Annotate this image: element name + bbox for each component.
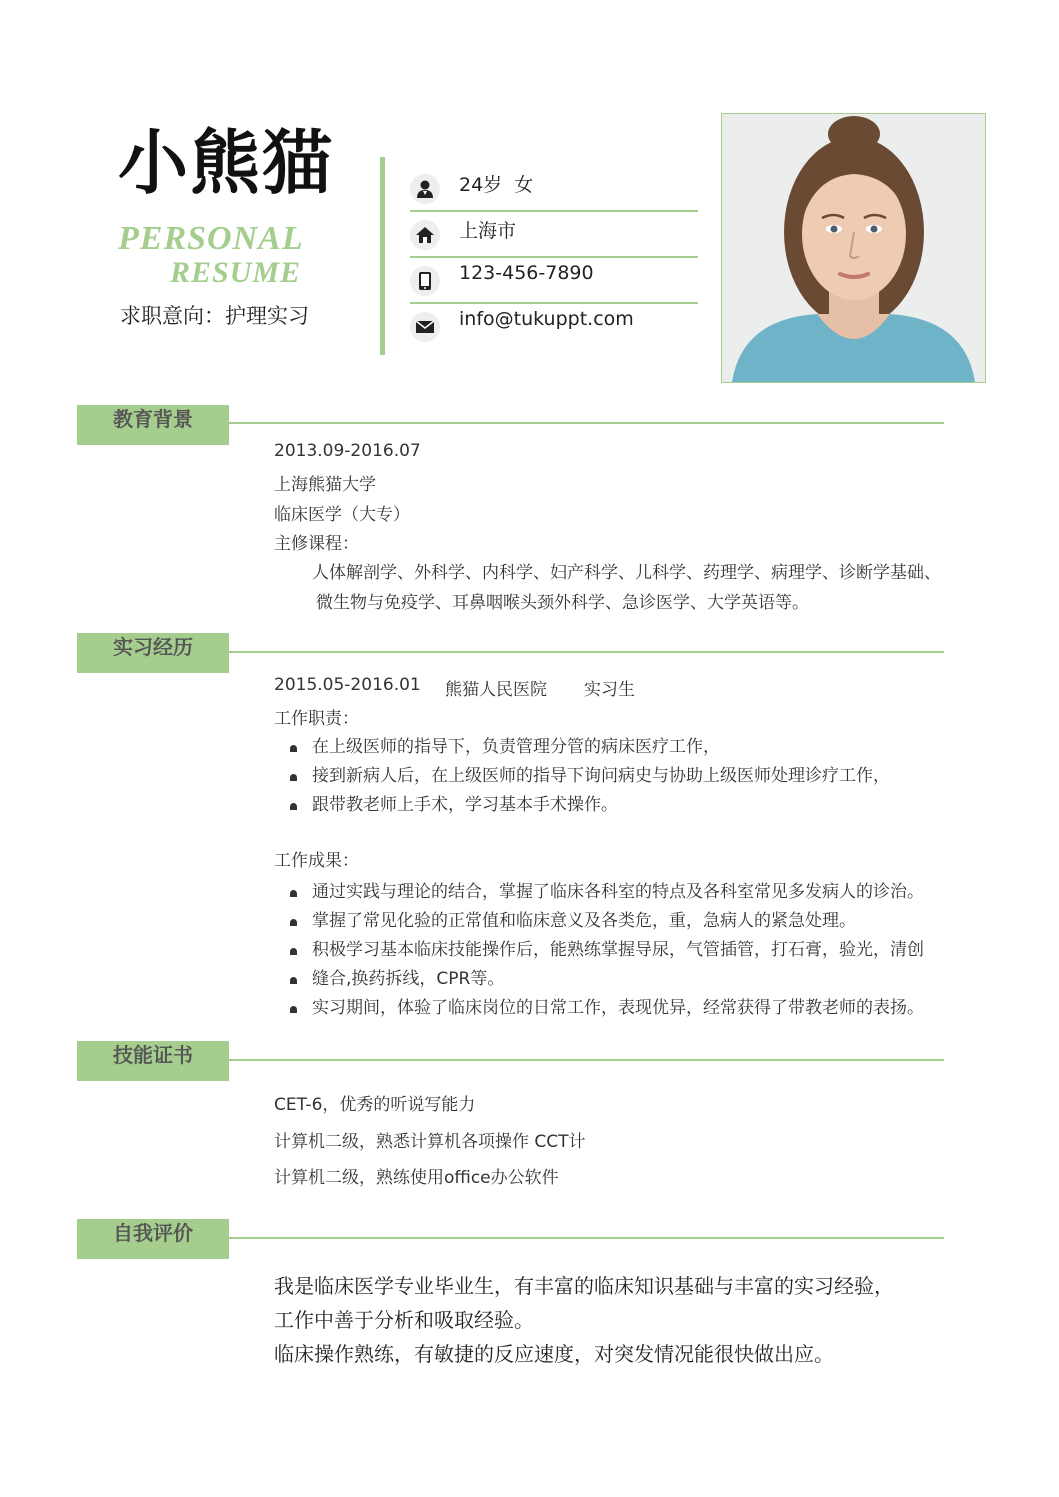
section-tab-skills: 技能证书 (77, 1041, 229, 1081)
bullet-icon (290, 977, 297, 984)
info-row-age (410, 166, 698, 212)
header-divider (380, 157, 385, 355)
skill-item: 计算机二级，熟练使用office办公软件 (274, 1168, 559, 1188)
personal-title: PERSONAL (118, 220, 304, 257)
info-row-phone (410, 258, 698, 304)
city-text: 上海市 (459, 220, 517, 242)
education-period: 2013.09-2016.07 (274, 441, 421, 461)
section-tab-internship: 实习经历 (77, 633, 229, 673)
result-item: 积极学习基本临床技能操作后，能熟练掌握导尿，气管插管，打石膏，验光，清创 (312, 940, 924, 960)
resume-title: RESUME (170, 256, 302, 289)
result-item: 缝合,换药拆线，CPR等。 (312, 969, 505, 989)
skill-item: CET-6，优秀的听说写能力 (274, 1095, 476, 1115)
bullet-icon (290, 803, 297, 810)
info-row-city (410, 212, 698, 258)
education-courses-label: 主修课程： (274, 534, 359, 554)
education-courses-line2: 微生物与免疫学、耳鼻咽喉头颈外科学、急诊医学、大学英语等。 (316, 593, 809, 613)
mail-icon (410, 312, 440, 342)
result-item: 掌握了常见化验的正常值和临床意义及各类危，重，急病人的紧急处理。 (312, 911, 856, 931)
duties-label: 工作职责： (274, 709, 359, 729)
duty-item: 在上级医师的指导下，负责管理分管的病床医疗工作， (312, 737, 720, 757)
skill-item: 计算机二级，熟悉计算机各项操作 CCT计 (274, 1132, 586, 1152)
email-text[interactable]: info@tukuppt.com (459, 308, 634, 330)
person-icon (410, 174, 440, 204)
result-item: 通过实践与理论的结合，掌握了临床各科室的特点及各科室常见多发病人的诊治。 (312, 882, 924, 902)
self-eval-line: 临床操作熟练，有敏捷的反应速度，对突发情况能很快做出应。 (274, 1342, 834, 1366)
section-line-education (229, 422, 944, 424)
duty-item: 跟带教老师上手术，学习基本手术操作。 (312, 795, 618, 815)
self-eval-line: 我是临床医学专业毕业生，有丰富的临床知识基础与丰富的实习经验， (274, 1274, 894, 1298)
section-tab-education: 教育背景 (77, 405, 229, 445)
duty-item: 接到新病人后，在上级医师的指导下询问病史与协助上级医师处理诊疗工作， (312, 766, 890, 786)
home-icon (410, 220, 440, 250)
bullet-icon (290, 1006, 297, 1013)
section-line-skills (229, 1059, 944, 1061)
age-gender-text: 24岁 女 (459, 174, 534, 196)
phone-icon (410, 266, 440, 296)
internship-period: 2015.05-2016.01 (274, 675, 421, 695)
bullet-icon (290, 890, 297, 897)
results-label: 工作成果： (274, 851, 359, 871)
internship-role: 实习生 (584, 680, 635, 700)
education-courses-line1: 人体解剖学、外科学、内科学、妇产科学、儿科学、药理学、病理学、诊断学基础、 (312, 563, 941, 583)
section-tab-self-eval: 自我评价 (77, 1219, 229, 1259)
bullet-icon (290, 745, 297, 752)
self-eval-line: 工作中善于分析和吸取经验。 (274, 1308, 534, 1332)
bullet-icon (290, 919, 297, 926)
phone-text[interactable]: 123-456-7890 (459, 262, 594, 284)
section-line-internship (229, 651, 944, 653)
education-school: 上海熊猫大学 (274, 475, 376, 495)
section-line-self-eval (229, 1237, 944, 1239)
info-row-email (410, 304, 698, 348)
education-major: 临床医学（大专） (274, 505, 410, 525)
internship-hospital: 熊猫人民医院 (445, 680, 547, 700)
bullet-icon (290, 948, 297, 955)
resume-name: 小熊猫 (118, 122, 334, 204)
result-item: 实习期间，体验了临床岗位的日常工作，表现优异，经常获得了带教老师的表扬。 (312, 998, 924, 1018)
profile-photo (721, 113, 986, 383)
job-intent: 求职意向：护理实习 (120, 304, 309, 328)
bullet-icon (290, 774, 297, 781)
